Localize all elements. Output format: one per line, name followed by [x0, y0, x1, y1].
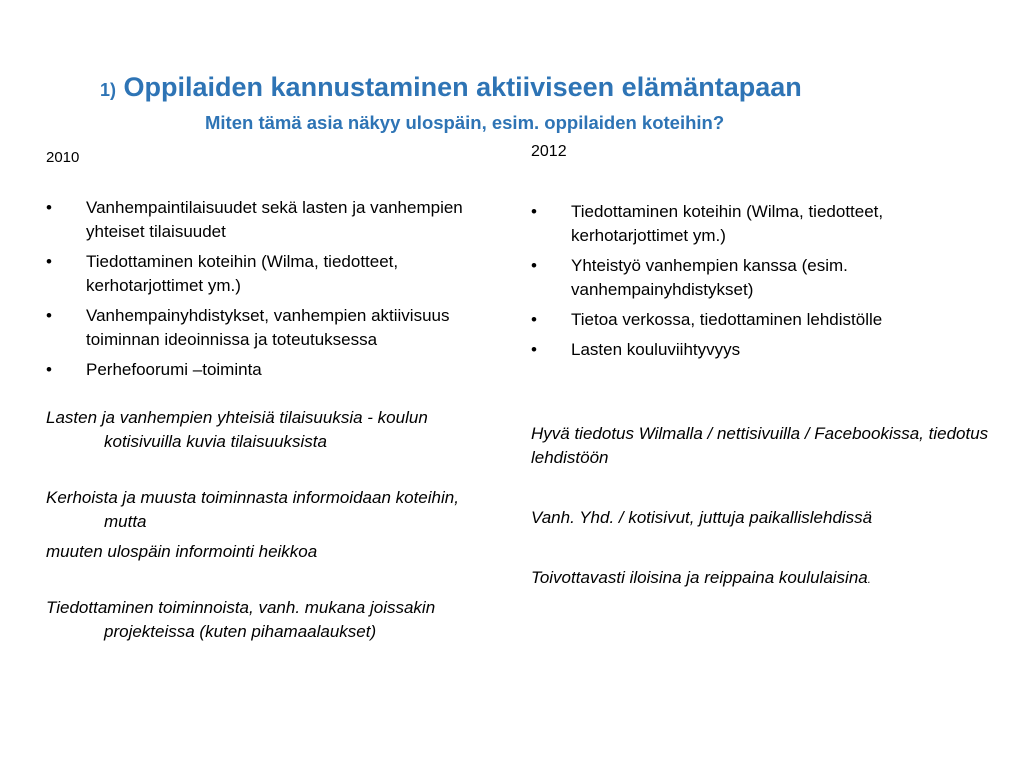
bullet-icon: •: [46, 306, 52, 325]
list-item: [46, 196, 466, 244]
list-item-text: Tiedottaminen koteihin (Wilma, tiedotteet, kerhotarjottimet ym.): [571, 202, 884, 245]
title-text: Oppilaiden kannustaminen aktiiviseen elämäntapaan: [123, 72, 802, 102]
list-item: [531, 200, 991, 248]
list-item-text: Yhteistyö vanhempien kanssa (esim. vanhempainyhdistykset): [571, 256, 848, 299]
bullet-icon: •: [531, 202, 537, 221]
bullet-list-2010: [46, 196, 466, 382]
bullet-list-2012: [531, 200, 991, 362]
note-paragraph: Kerhoista ja muusta toiminnasta informoidaan koteihin, mutta: [46, 488, 459, 531]
list-item-text: Vanhempaintilaisuudet sekä lasten ja vanhempien yhteiset tilaisuudet: [86, 198, 463, 241]
bullet-icon: •: [46, 360, 52, 379]
list-item: [46, 304, 466, 352]
list-item: [531, 338, 991, 362]
list-item-text: Vanhempainyhdistykset, vanhempien aktiivisuus toiminnan ideoinnissa ja toteutuksessa: [86, 306, 450, 349]
note-paragraph: Hyvä tiedotus Wilmalla / nettisivuilla / Facebookissa, tiedotus lehdistöön: [531, 424, 989, 467]
bullet-icon: •: [46, 252, 52, 271]
list-item: [531, 254, 991, 302]
list-item: [531, 308, 991, 332]
note-paragraph: [531, 566, 991, 592]
note-paragraph: Vanh. Yhd. / kotisivut, juttuja paikallislehdissä: [531, 508, 873, 527]
column-2010: [46, 146, 466, 644]
bullet-icon: •: [46, 198, 52, 217]
note-paragraph: Lasten ja vanhempien yhteisiä tilaisuuksia - koulun kotisivuilla kuvia tilaisuuksista: [46, 408, 428, 451]
bullet-icon: •: [531, 340, 537, 359]
column-2012: [531, 140, 991, 592]
bullet-icon: •: [531, 256, 537, 275]
year-label-2010: 2010: [46, 149, 80, 166]
note-paragraph: muuten ulospäin informointi heikkoa: [46, 542, 318, 561]
list-item-text: Perhefoorumi –toiminta: [86, 360, 262, 379]
note-suffix: .: [867, 574, 871, 586]
note-text: Toivottavasti iloisina ja reippaina koululaisina: [531, 568, 868, 587]
list-item-text: Tiedottaminen koteihin (Wilma, tiedotteet, kerhotarjottimet ym.): [86, 252, 399, 295]
slide-title: [100, 72, 802, 103]
slide-subtitle: Miten tämä asia näkyy ulospäin, esim. oppilaiden koteihin?: [205, 112, 725, 133]
list-item: [46, 358, 466, 382]
note-paragraph: Tiedottaminen toiminnoista, vanh. mukana joissakin projekteissa (kuten pihamaalaukset): [46, 598, 436, 641]
bullet-icon: •: [531, 310, 537, 329]
list-item: [46, 250, 466, 298]
year-label-2012: 2012: [531, 143, 567, 160]
title-number: 1): [100, 80, 117, 100]
list-item-text: Tietoa verkossa, tiedottaminen lehdistölle: [571, 310, 883, 329]
list-item-text: Lasten kouluviihtyvyys: [571, 340, 741, 359]
